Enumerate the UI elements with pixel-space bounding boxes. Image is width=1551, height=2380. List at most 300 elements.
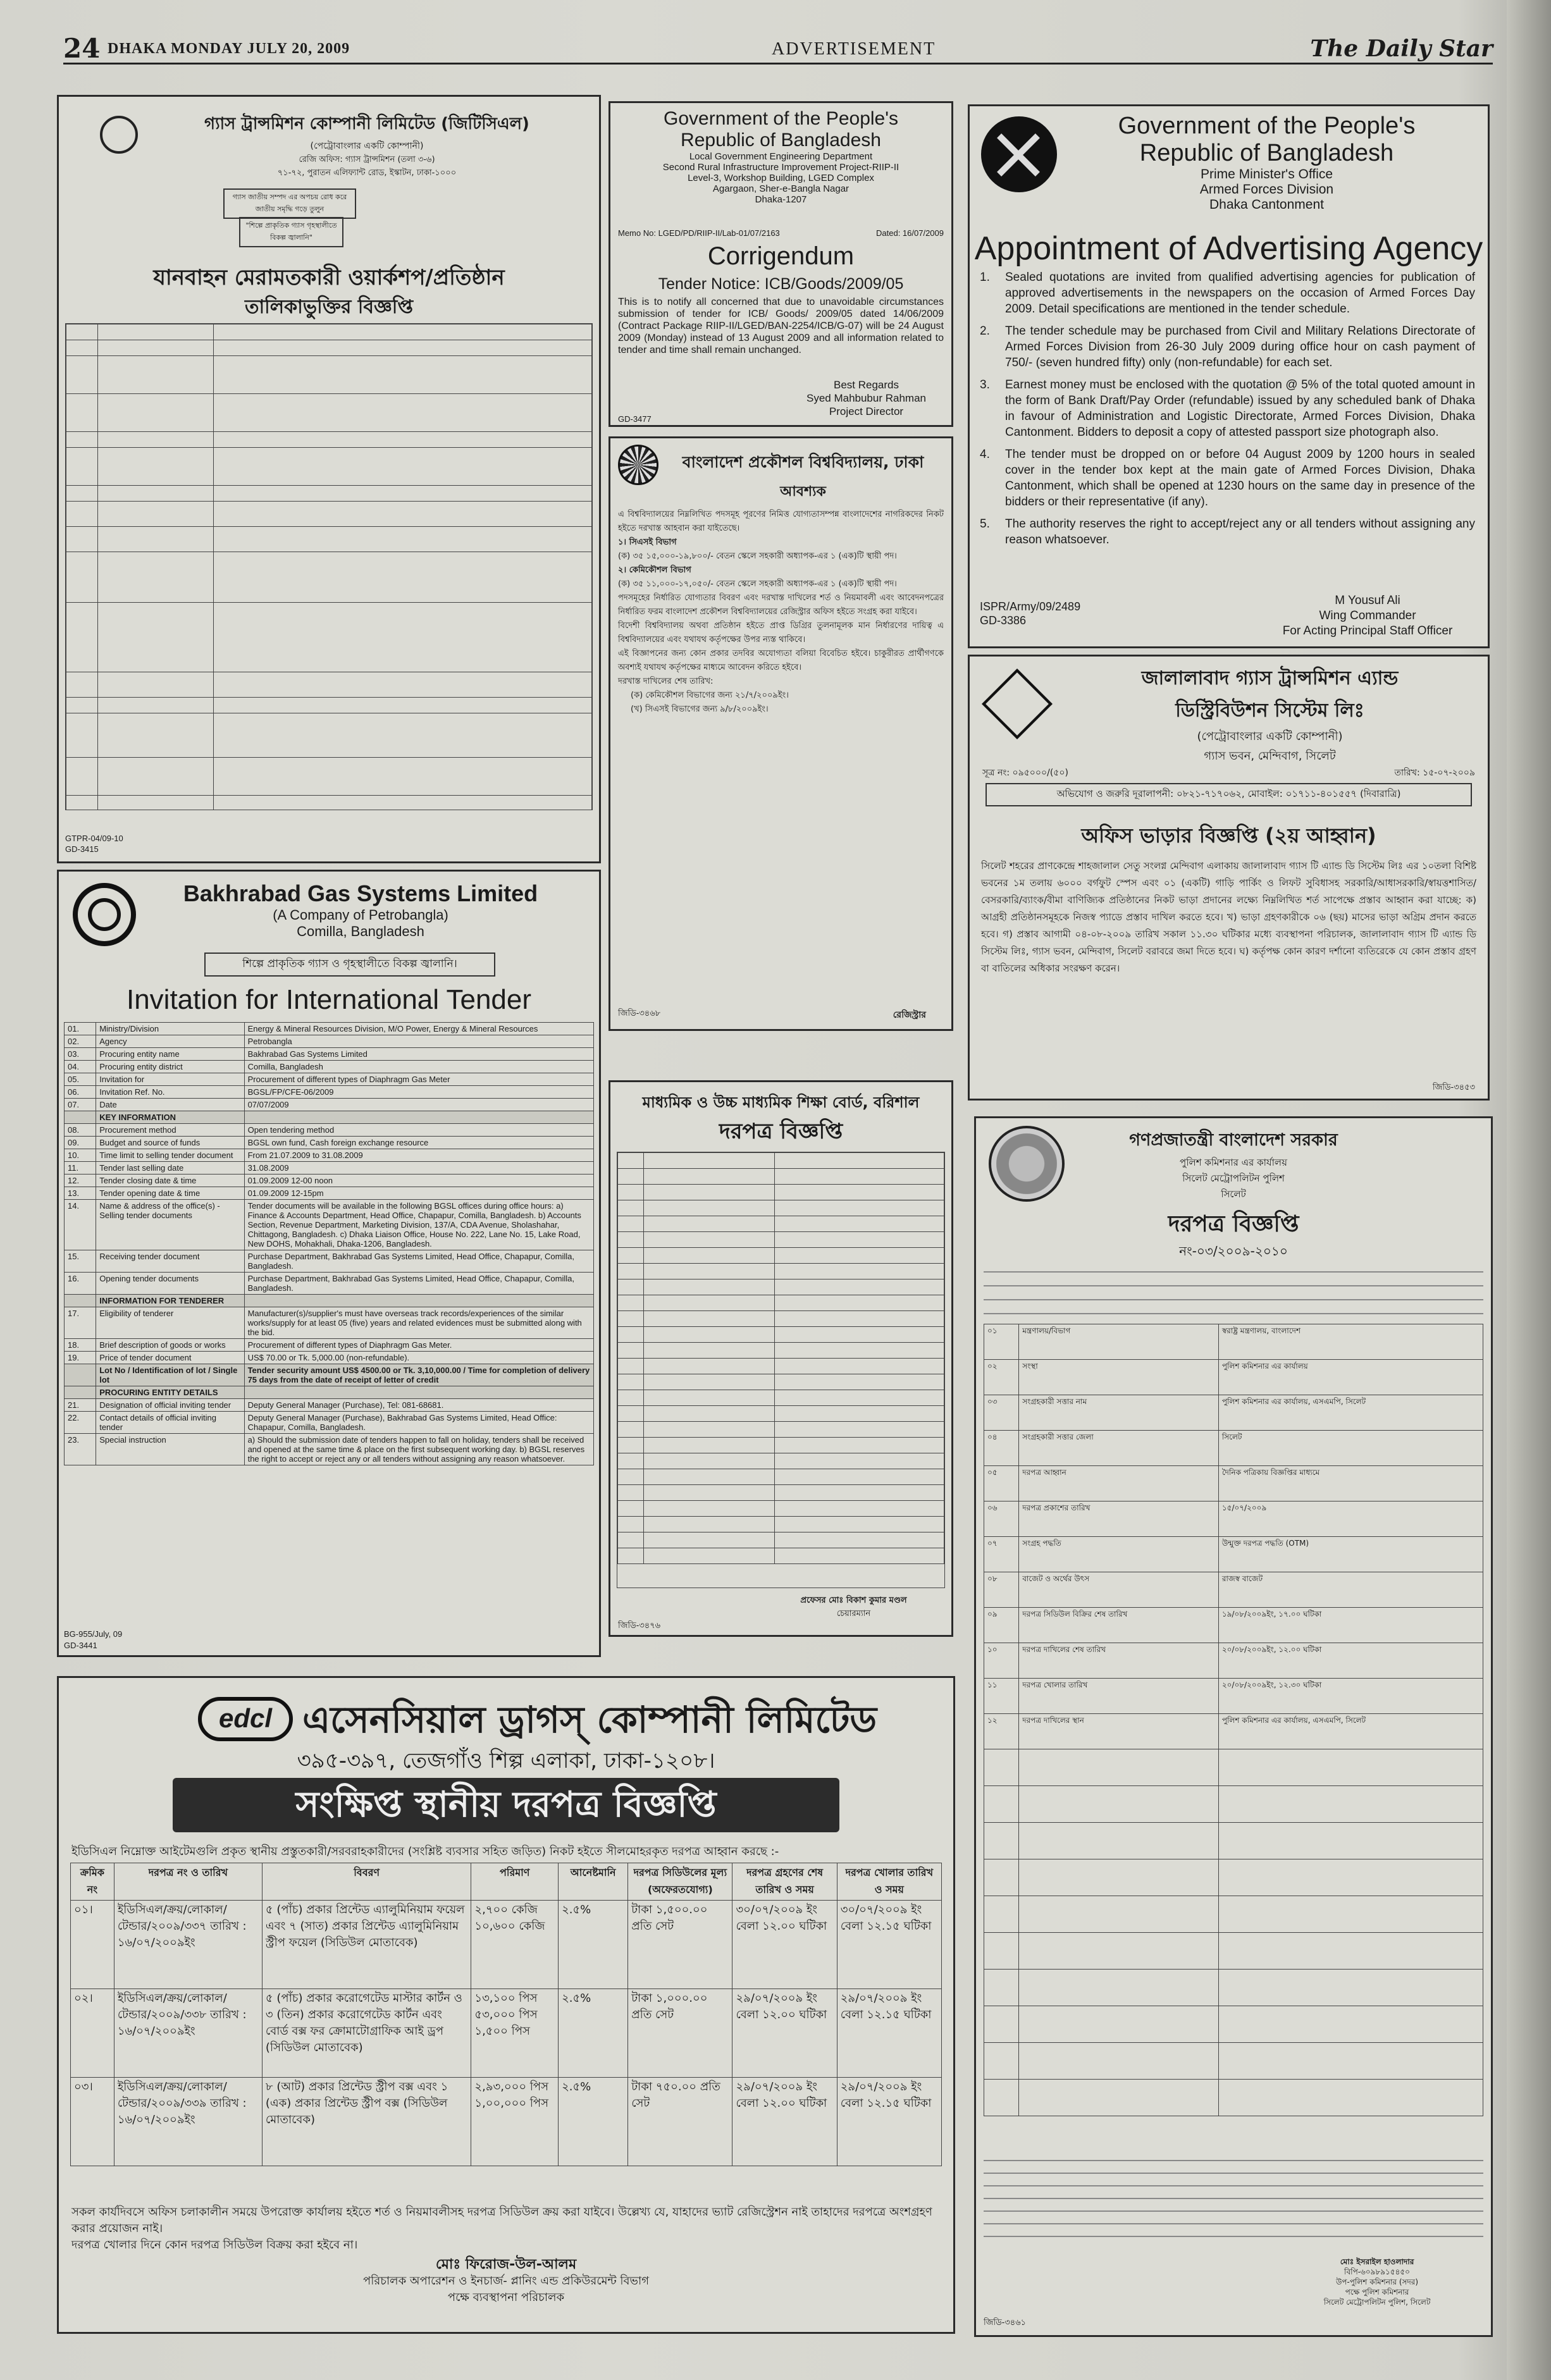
edcl-row: [71, 2078, 942, 2166]
barisal-cell: [618, 1295, 644, 1311]
tender-cell: Purchase Department, Bakhrabad Gas Systems Limited, Head Office, Chapapur, Comilla, Bangladesh.: [244, 1250, 593, 1273]
tender-row: [65, 1399, 594, 1412]
army-item: [980, 323, 1475, 371]
tender-cell: US$ 70.00 or Tk. 5,000.00 (non-refundable).: [244, 1352, 593, 1364]
tender-row: [65, 1137, 594, 1149]
tender-cell: Date: [96, 1099, 244, 1111]
barisal-cell: [774, 1374, 944, 1390]
barisal-row: [618, 1469, 944, 1485]
police-cell: ০৩: [984, 1395, 1019, 1431]
edcl-footer: সকল কার্যদিবসে অফিস চলাকালীন সময়ে উপরোক্ত কার্যালয় হইতে শর্ত ও নিয়মাবলীসহ দরপত্র সিডিউল ক্রয় করা যাইবে। উল্লেখ্য যে, যাহাদের ভ্যাট রেজিস্ট্রেশন নাই তাহাদের দরপত্রে অংশগ্রহণ করার প্রয়োজন নাই।: [71, 2205, 932, 2235]
corr-signer-title: Project Director: [829, 405, 904, 417]
police-cell: সংস্থা: [1019, 1360, 1219, 1395]
police-intro-lines: [984, 1262, 1483, 1318]
tender-cell: [65, 1111, 96, 1124]
tender-cell: Deputy General Manager (Purchase), Bakhrabad Gas Systems Limited, Head Office: Chapapur, Comilla, Bangladesh.: [244, 1412, 593, 1434]
police-cell: [984, 1896, 1019, 1933]
barisal-signer: প্রফেসর মোঃ বিকাশ কুমার মণ্ডল: [800, 1596, 907, 1605]
police-cell: ০৬: [984, 1501, 1019, 1537]
barisal-cell: [618, 1406, 644, 1422]
buet-signer: রেজিস্ট্রার: [893, 1010, 926, 1020]
police-cell: ২০/০৮/২০০৯ইং, ১২.০০ ঘটিকা: [1218, 1643, 1483, 1679]
police-cell: উন্মুক্ত দরপত্র পদ্ধতি (OTM): [1218, 1537, 1483, 1572]
edcl-signer: মোঃ ফিরোজ-উল-আলম: [435, 2257, 577, 2272]
barisal-cell: [644, 1548, 774, 1564]
tender-cell: a) Should the submission date of tenders happen to fall on holiday, tenders shall be received and opened at the same time & place on the first subsequent working day. b) BGSL reserves the right to accept or reject any or all tenders without assigning any reason whatsoever.: [244, 1434, 593, 1465]
tender-cell: BGSL/FP/CFE-06/2009: [244, 1086, 593, 1099]
barisal-cell: [644, 1422, 774, 1438]
barisal-cell: [774, 1216, 944, 1232]
bakhrabad-table-grid: [64, 1022, 594, 1465]
police-cell: [984, 2080, 1019, 2116]
jalalabad-title: জালালাবাদ গ্যাস ট্রান্সমিশন এ্যান্ড: [1141, 667, 1399, 689]
edcl-cell: ৫ (পাঁচ) প্রকার করোগেটেড মাস্টার কার্টন ও ৩ (তিন) প্রকার করোগেটেড কার্টন এবং বোর্ড বক্স ফর ক্রোমাটোগ্রাফিক আই ড্রপ (সিডিউল মোতাবেক): [262, 1989, 471, 2078]
edcl-header-cell: ক্রমিক নং: [71, 1863, 114, 1901]
tender-cell: PROCURING ENTITY DETAILS: [96, 1386, 244, 1399]
bakhrabad-table: [64, 1022, 594, 1617]
edcl-company: এসেনসিয়াল ড্রাগস্ কোম্পানী লিমিটেড: [302, 1698, 877, 1741]
police-table-grid: [984, 1324, 1483, 2116]
barisal-ad: [609, 1080, 953, 1637]
tender-cell: Invitation for: [96, 1073, 244, 1086]
tender-row: [65, 1175, 594, 1187]
tender-cell: Procurement of different types of Diaphragm Gas Meter.: [244, 1339, 593, 1352]
barisal-row: [618, 1359, 944, 1374]
police-row-blank: [984, 1749, 1483, 1786]
edcl-cell: ০৩।: [71, 2078, 114, 2166]
edcl-cell: ইডিসিএল/ক্রয়/লোকাল/টেন্ডার/২০০৯/৩৩৯ তারিখ : ১৬/০৭/২০০৯ইং: [114, 2078, 262, 2166]
police-cell: দরপত্র দাখিলের স্থান: [1019, 1714, 1219, 1749]
bakhrabad-slogan: শিল্পে প্রাকৃতিক গ্যাস ও গৃহস্থালীতে বিকল্প জ্বালানি।: [204, 953, 495, 977]
police-cell: সিলেট: [1218, 1431, 1483, 1466]
bakhrabad-sub: (A Company of Petrobangla): [273, 907, 448, 923]
tender-row: [65, 1086, 594, 1099]
police-cell: [1218, 1749, 1483, 1786]
police-signer-org: সিলেট মেট্রোপলিটন পুলিশ, সিলেট: [1323, 2298, 1431, 2307]
police-signer-title: উপ-পুলিশ কমিশনার (সদর): [1335, 2278, 1419, 2286]
edcl-header-cell: দরপত্র গ্রহণের শেষ তারিখ ও সময়: [732, 1863, 837, 1901]
tender-cell: Tender opening date & time: [96, 1187, 244, 1200]
bakhrabad-company: Bakhrabad Gas Systems Limited: [183, 880, 538, 906]
barisal-cell: [644, 1517, 774, 1532]
edcl-cell: ২,৭০০ কেজি ১০,৬০০ কেজি: [471, 1901, 559, 1989]
barisal-cell: [644, 1200, 774, 1216]
barisal-cell: [644, 1359, 774, 1374]
gtcl-code: GD-3415: [65, 844, 99, 854]
tender-cell: Eligibility of tenderer: [96, 1307, 244, 1339]
police-row-blank: [984, 1896, 1483, 1933]
barisal-cell: [618, 1343, 644, 1359]
tender-cell: 13.: [65, 1187, 96, 1200]
tender-row: [65, 1295, 594, 1307]
police-signer-for: পক্ষে পুলিশ কমিশনার: [1345, 2288, 1409, 2297]
tender-cell: Brief description of goods or works: [96, 1339, 244, 1352]
police-cell: সংগ্রহকারী সত্তার নাম: [1019, 1395, 1219, 1431]
army-item-text: The tender schedule may be purchased from Civil and Military Relations Directorate of Armed Forces Division from 26-30 July 2009 during office hour on cash payment of 750/- (seven hundred fifty) only (non-refundable) for each set.: [1005, 324, 1475, 369]
police-cell: [1019, 1786, 1219, 1823]
tender-cell: 18.: [65, 1339, 96, 1352]
tender-cell: 04.: [65, 1061, 96, 1073]
barisal-cell: [774, 1469, 944, 1485]
gtcl-slogan-box: [223, 188, 356, 219]
barisal-row: [618, 1295, 944, 1311]
police-cell: [984, 1933, 1019, 1970]
gtcl-slogan: গ্যাস জাতীয় সম্পদ এর অপচয় রোধ করে জাতীয় সমৃদ্ধি গড়ে তুলুন: [232, 193, 347, 213]
tender-cell: Time limit to selling tender document: [96, 1149, 244, 1162]
edcl-logo: edcl: [198, 1697, 293, 1741]
corr-date: Dated: 16/07/2009: [876, 228, 944, 238]
police-row-blank: [984, 2043, 1483, 2080]
buet-para: পদসমূহের নির্ধারিত যোগ্যতার বিবরণ এবং দরখাস্ত দাখিলের শর্ত ও নিয়মাবলী এবং আবেদনপত্রের নির্ধারিত ফরম বাংলাদেশ প্রকৌশল বিশ্ববিদ্যালয়ের রেজিস্ট্রার অফিস হইতে সংগ্রহ করা যাইবে।: [618, 593, 944, 617]
barisal-cell: [644, 1374, 774, 1390]
tender-cell: Invitation Ref. No.: [96, 1086, 244, 1099]
tender-row: [65, 1048, 594, 1061]
barisal-cell: [644, 1232, 774, 1248]
police-cell: ০২: [984, 1360, 1019, 1395]
police-code: জিডি-৩৪৬১: [984, 2318, 1027, 2328]
edcl-cell: ৩০/০৭/২০০৯ ইং বেলা ১২.০০ ঘটিকা: [732, 1901, 837, 1989]
police-cell: [1019, 1933, 1219, 1970]
police-cell: [1019, 1823, 1219, 1859]
army-item-text: The tender must be dropped on or before 04 August 2009 by 1200 hours in sealed cover in the tender box kept at the main gate of Armed Forces Division, Dhaka Cantonment, which shall be opened at 1230 hours on the same day in presence of the bidders or their representative (if any).: [1005, 448, 1475, 509]
barisal-row: [618, 1311, 944, 1327]
police-cell: [1019, 2043, 1219, 2080]
corr-dept: Second Rural Infrastructure Improvement Project-RIIP-II: [662, 162, 899, 173]
corr-title: Corrigendum: [707, 242, 855, 270]
buet-deadline-item: (ক) কেমিকৌশল বিভাগের জন্য ২১/৭/২০০৯ইং।: [631, 691, 789, 700]
buet-post: (ক) ৩৫ ১৫,০০০-১৯,৮০০/- বেতন স্কেলে সহকারী অধ্যাপক-এর ১ (এক)টি স্থায়ী পদ।: [618, 552, 897, 561]
tender-cell: [65, 1364, 96, 1386]
tender-cell: Manufacturer(s)/supplier's must have overseas track records/experiences of the similar works/supply for at least 05 (five) years and related evidences must be submitted along with the bid.: [244, 1307, 593, 1339]
barisal-cell: [644, 1469, 774, 1485]
edcl-cell: টাকা ১,৫০০.০০ প্রতি সেট: [628, 1901, 732, 1989]
barisal-cell: [644, 1279, 774, 1295]
edcl-signer-title: পরিচালক অপারেশন ও ইনচার্জ- প্লানিং এন্ড প্রকিউরমেন্ট বিভাগ: [362, 2274, 649, 2288]
tender-row: [65, 1386, 594, 1399]
corr-dept: Local Government Engineering Department: [689, 151, 873, 162]
police-row-blank: [984, 1933, 1483, 1970]
barisal-cell: [774, 1548, 944, 1564]
edcl-cell: ইডিসিএল/ক্রয়/লোকাল/টেন্ডার/২০০৯/৩৩৮ তারিখ : ১৬/০৭/২০০৯ইং: [114, 1989, 262, 2078]
police-cell: [1218, 2043, 1483, 2080]
buet-title: বাংলাদেশ প্রকৌশল বিশ্ববিদ্যালয়, ঢাকা: [682, 453, 924, 471]
corr-gov: Republic of Bangladesh: [681, 130, 881, 151]
barisal-cell: [618, 1169, 644, 1185]
brand-logo: The Daily Star: [1310, 35, 1493, 62]
tender-cell: 03.: [65, 1048, 96, 1061]
barisal-cell: [644, 1390, 774, 1406]
tender-cell: Energy & Mineral Resources Division, M/O Power, Energy & Mineral Resources: [244, 1023, 593, 1035]
corr-gov: Government of the People's: [664, 108, 898, 129]
barisal-cell: [644, 1485, 774, 1501]
tender-row: [65, 1352, 594, 1364]
police-cell: পুলিশ কমিশনার এর কার্যালয়, এসএমপি, সিলেট: [1218, 1714, 1483, 1749]
police-cell: ০৭: [984, 1537, 1019, 1572]
army-code: GD-3386: [980, 614, 1027, 627]
police-gov: গণপ্রজাতন্ত্রী বাংলাদেশ সরকার: [1129, 1130, 1338, 1150]
tender-row: [65, 1149, 594, 1162]
bakhrabad-logo-inner: [88, 898, 121, 931]
barisal-row: [618, 1422, 944, 1438]
edcl-cell: ইডিসিএল/ক্রয়/লোকাল/টেন্ডার/২০০৯/৩৩৭ তারিখ : ১৬/০৭/২০০৯ইং: [114, 1901, 262, 1989]
barisal-row: [618, 1216, 944, 1232]
army-item-text: The authority reserves the right to accept/reject any or all tenders without assigning any reason whatsoever.: [1005, 517, 1475, 546]
bakhrabad-code: BG-955/July, 09: [64, 1629, 123, 1639]
police-cell: বাজেট ও অর্থের উৎস: [1019, 1572, 1219, 1608]
tender-cell: Agency: [96, 1035, 244, 1048]
barisal-cell: [644, 1264, 774, 1279]
corr-memo: Memo No: LGED/PD/RIIP-II/Lab-01/07/2163: [618, 228, 780, 238]
edcl-cell: টাকা ৭৫০.০০ প্রতি সেট: [628, 2078, 732, 2166]
police-row: [984, 1643, 1483, 1679]
barisal-cell: [618, 1216, 644, 1232]
edcl-cell: ৩০/০৭/২০০৯ ইং বেলা ১২.১৫ ঘটিকা: [837, 1901, 941, 1989]
tender-cell: Procuring entity name: [96, 1048, 244, 1061]
tender-cell: 05.: [65, 1073, 96, 1086]
army-item-number: 4.: [980, 448, 990, 461]
barisal-cell: [774, 1185, 944, 1200]
gtcl-table-grid: [66, 324, 592, 810]
buet-deadline: দরখাস্ত দাখিলের শেষ তারিখ:: [618, 677, 714, 686]
tender-cell: Petrobangla: [244, 1035, 593, 1048]
police-ref: নং-০৩/২০০৯-২০১০: [1179, 1243, 1288, 1259]
barisal-table: [617, 1152, 945, 1588]
page-fold-shadow: [1507, 0, 1551, 2380]
barisal-cell: [774, 1169, 944, 1185]
barisal-table-grid: [617, 1152, 944, 1564]
barisal-row: [618, 1232, 944, 1248]
tender-row: [65, 1035, 594, 1048]
barisal-cell: [644, 1248, 774, 1264]
barisal-cell: [774, 1311, 944, 1327]
police-row: [984, 1572, 1483, 1608]
barisal-cell: [618, 1359, 644, 1374]
barisal-code: জিডি-৩৪৭৬: [618, 1621, 661, 1631]
buet-subtitle: আবশ্যক: [780, 484, 826, 500]
police-cell: [1218, 2006, 1483, 2043]
edcl-cell: ২৯/০৭/২০০৯ ইং বেলা ১২.০০ ঘটিকা: [732, 1989, 837, 2078]
barisal-cell: [774, 1359, 944, 1374]
tender-row: [65, 1073, 594, 1086]
tender-cell: From 21.07.2009 to 31.08.2009: [244, 1149, 593, 1162]
barisal-cell: [774, 1327, 944, 1343]
police-cell: দরপত্র খোলার তারিখ: [1019, 1679, 1219, 1714]
army-item-number: 1.: [980, 271, 990, 284]
edcl-row: [71, 1901, 942, 1989]
tender-cell: 31.08.2009: [244, 1162, 593, 1175]
army-item: [980, 377, 1475, 440]
tender-row: [65, 1307, 594, 1339]
jalalabad-title: ডিস্ট্রিবিউশন সিস্টেম লিঃ: [1175, 700, 1364, 722]
bakhrabad-headline: Invitation for International Tender: [126, 984, 532, 1015]
barisal-row: [618, 1548, 944, 1564]
tender-row: [65, 1434, 594, 1465]
barisal-row: [618, 1438, 944, 1453]
police-row-blank: [984, 1786, 1483, 1823]
army-gov: Republic of Bangladesh: [1139, 140, 1394, 166]
tender-cell: Tender documents will be available in the following BGSL offices during office hours: a) Finance & Accounts Department, Head Office, Chapapur, Comilla, Bangladesh. b) Accounts Section, Revenue Department, Marketing Division, 137/A, CDA Avenue, Sholashahar, Chittagong, Bangladesh. c) Dhaka Liaison Office, House No. 222, Lane No. 15, Lake Road, New DOHS, Mohakhali, Dhaka-1206, Bangladesh.: [244, 1200, 593, 1250]
date-line: DHAKA MONDAY JULY 20, 2009: [108, 40, 350, 57]
corrigendum-ad: [609, 101, 953, 427]
barisal-row: [618, 1248, 944, 1264]
barisal-cell: [644, 1532, 774, 1548]
police-row: [984, 1501, 1483, 1537]
barisal-row: [618, 1264, 944, 1279]
police-cell: দৈনিক পত্রিকায় বিজ্ঞপ্তির মাধ্যমে: [1218, 1466, 1483, 1501]
jalalabad-date: তারিখ: ১৫-০৭-২০০৯: [1394, 768, 1475, 778]
jalalabad-sub: (পেট্রোবাংলার একটি কোম্পানী): [1197, 730, 1343, 743]
police-row: [984, 1324, 1483, 1360]
edcl-cell: ২,৯৩,০০০ পিস ১,০০,০০০ পিস: [471, 2078, 559, 2166]
barisal-row: [618, 1169, 944, 1185]
police-sub: সিলেট: [1221, 1188, 1246, 1200]
barisal-row: [618, 1200, 944, 1216]
gtcl-headline: যানবাহন মেরামতকারী ওয়ার্কশপ/প্রতিষ্ঠান: [153, 265, 505, 290]
barisal-row: [618, 1406, 944, 1422]
police-row: [984, 1466, 1483, 1501]
army-item: [980, 516, 1475, 548]
tender-row: [65, 1273, 594, 1295]
police-cell: [1218, 1970, 1483, 2006]
tender-cell: Name & address of the office(s) -Selling tender documents: [96, 1200, 244, 1250]
army-crest: [981, 116, 1057, 192]
tender-cell: Comilla, Bangladesh: [244, 1061, 593, 1073]
tender-cell: 09.: [65, 1137, 96, 1149]
tender-cell: 02.: [65, 1035, 96, 1048]
edcl-header-cell: বিবরণ: [262, 1863, 471, 1901]
barisal-cell: [774, 1153, 944, 1169]
police-cell: সংগ্রহকারী সত্তার জেলা: [1019, 1431, 1219, 1466]
barisal-cell: [618, 1264, 644, 1279]
bakhrabad-sub: Comilla, Bangladesh: [297, 923, 424, 939]
barisal-signer-title: চেয়ারম্যান: [836, 1609, 871, 1619]
police-cell: ০৯: [984, 1608, 1019, 1643]
barisal-subtitle: দরপত্র বিজ্ঞপ্তি: [719, 1119, 843, 1144]
barisal-cell: [774, 1517, 944, 1532]
tender-row: [65, 1200, 594, 1250]
tender-cell: 06.: [65, 1086, 96, 1099]
barisal-cell: [618, 1453, 644, 1469]
tender-cell: [65, 1295, 96, 1307]
tender-cell: [244, 1111, 593, 1124]
barisal-cell: [644, 1311, 774, 1327]
army-item: [980, 447, 1475, 510]
tender-cell: Special instruction: [96, 1434, 244, 1465]
edcl-header-cell: দরপত্র সিডিউলের মূল্য (অফেরতযোগ্য): [628, 1863, 732, 1901]
police-cell: ০৪: [984, 1431, 1019, 1466]
tender-cell: Tender closing date & time: [96, 1175, 244, 1187]
police-cell: ০৮: [984, 1572, 1019, 1608]
masthead: [63, 33, 1493, 65]
edcl-address: ৩৯৫-৩৯৭, তেজগাঁও শিল্প এলাকা, ঢাকা-১২০৮।: [297, 1748, 715, 1773]
tender-cell: INFORMATION FOR TENDERER: [96, 1295, 244, 1307]
edcl-header-cell: দরপত্র নং ও তারিখ: [114, 1863, 262, 1901]
tender-cell: KEY INFORMATION: [96, 1111, 244, 1124]
edcl-cell: ০১।: [71, 1901, 114, 1989]
barisal-cell: [774, 1406, 944, 1422]
edcl-row: [71, 1989, 942, 2078]
buet-section: ১। সিএসই বিভাগ: [618, 538, 677, 547]
barisal-cell: [774, 1248, 944, 1264]
barisal-cell: [774, 1453, 944, 1469]
police-cell: ১২: [984, 1714, 1019, 1749]
buet-para: বিদেশী বিশ্ববিদ্যালয় অথবা প্রতিষ্ঠান হইতে প্রাপ্ত ডিগ্রির তুলনামূলক মান নির্ধারণের দায়িত্ব এ বিশ্ববিদ্যালয়ের এবং যথাযথ কর্তৃপক্ষের উপর ন্যস্ত থাকিবে।: [618, 621, 944, 644]
barisal-cell: [618, 1311, 644, 1327]
corr-body: This is to notify all concerned that due to unavoidable circumstances submission of tender for ICB/ Goods/ 2009/05 dated 14/06/2009 (Contract Package RIIP-II/LGED/BAN-2254/ICB/G-07) will be 24 August 2009 (Monday) instead of 13 August 2009 and all information related to tender and time shall remain unchanged.: [618, 297, 944, 355]
gtcl-table: [65, 323, 593, 810]
police-cell: ২০/০৮/২০০৯ইং, ১২.৩০ ঘটিকা: [1218, 1679, 1483, 1714]
police-cell: [984, 1859, 1019, 1896]
barisal-cell: [618, 1485, 644, 1501]
edcl-cell: ২৯/০৭/২০০৯ ইং বেলা ১২.১৫ ঘটিকা: [837, 2078, 941, 2166]
tender-row: [65, 1061, 594, 1073]
barisal-cell: [644, 1185, 774, 1200]
police-row: [984, 1431, 1483, 1466]
edcl-cell: ৮ (আট) প্রকার প্রিন্টেড স্ট্রীপ বক্স এবং ১ (এক) প্রকার প্রিন্টেড স্ট্রীপ বক্স (সিডিউল মোতাবেক): [262, 2078, 471, 2166]
army-signer-rank: Wing Commander: [1319, 609, 1416, 622]
barisal-cell: [618, 1279, 644, 1295]
police-cell: [1218, 1786, 1483, 1823]
corr-dept: Agargaon, Sher-e-Bangla Nagar: [712, 183, 850, 194]
barisal-cell: [644, 1438, 774, 1453]
jalalabad-body: সিলেট শহরের প্রাণকেন্দ্রে শাহজালাল সেতু সংলগ্ন মেন্দিবাগ এলাকায় জালালাবাদ গ্যাস টি এ্যান্ড ডি সিস্টেম লিঃ এর ১০তলা বিশিষ্ট ভবনের ১ম তলায় ৬০০০ বর্গফুট স্পেস এবং ০১ (একটি) গাড়ি পার্কিং ও লিফট সুবিধাসহ সরকারি/আধাসরকারি/স্বায়ত্তশাসিত/বেসরকারি/ব্যাংক/বীমা বাণিজ্যিক প্রতিষ্ঠানের নিকট ভাড়া প্রদানের লক্ষ্যে নিম্নলিখিত শর্ত সাপেক্ষে প্রস্তাব আহ্বান করা যাচ্ছে: ক) আগ্রহী প্রতিষ্ঠানসমূহকে নিজস্ব প্যাডে প্রস্তাব দাখিল করতে হবে। খ) ভাড়া গ্রহণকারীকে ০৬ (ছয়) মাসের ভাড়া অগ্রিম প্রদান করতে হবে। গ) প্রস্তাব আগামী ০৪-০৮-২০০৯ তারিখ সকাল ১১.৩০ ঘটিকার মধ্যে ব্যবস্থাপনা পরিচালক, জালালাবাদ গ্যাস টি এ্যান্ড ডি সিস্টেম লিঃ, গ্যাস ভবন, মেন্দিবাগ, সিলেট বরাবরে জমা দিতে হবে। ঘ) কর্তৃপক্ষ কোন কারণ দর্শানো ব্যতিরেকে যে কোন প্রস্তাব গ্রহণ বা বাতিলের অধিকার সংরক্ষণ করেন।: [981, 860, 1476, 974]
tender-cell: 19.: [65, 1352, 96, 1364]
bakhrabad-code: GD-3441: [64, 1641, 97, 1650]
jalalabad-contact: অভিযোগ ও জরুরি দূরালাপনী: ০৮২১-৭১৭০৬২, মোবাইল: ০১৭১১-৪০১৫৫৭ (দিবারাত্রি): [986, 783, 1472, 806]
barisal-cell: [618, 1469, 644, 1485]
police-cell: দরপত্র প্রকাশের তারিখ: [1019, 1501, 1219, 1537]
barisal-row: [618, 1390, 944, 1406]
buet-deadline-item: (খ) সিএসই বিভাগের জন্য ৯/৮/২০০৯ইং।: [631, 705, 769, 714]
tender-cell: 07/07/2009: [244, 1099, 593, 1111]
barisal-cell: [618, 1548, 644, 1564]
barisal-cell: [644, 1169, 774, 1185]
police-cell: [984, 2006, 1019, 2043]
police-sub: পুলিশ কমিশনার এর কার্যালয়: [1180, 1157, 1287, 1168]
tender-row: [65, 1412, 594, 1434]
barisal-row: [618, 1327, 944, 1343]
army-gov: Government of the People's: [1118, 113, 1416, 139]
police-row: [984, 1714, 1483, 1749]
tender-cell: Contact details of official inviting tender: [96, 1412, 244, 1434]
buet-ad: [609, 436, 953, 1031]
tender-cell: 10.: [65, 1149, 96, 1162]
police-row: [984, 1360, 1483, 1395]
barisal-cell: [774, 1532, 944, 1548]
police-cell: [984, 1970, 1019, 2006]
gtcl-title: গ্যাস ট্রান্সমিশন কোম্পানী লিমিটেড (জিটিসিএল): [204, 114, 529, 133]
police-row-blank: [984, 1823, 1483, 1859]
edcl-cell: ২.৫%: [559, 1901, 628, 1989]
corr-code: GD-3477: [618, 414, 652, 424]
gtcl-code: GTPR-04/09-10: [65, 834, 123, 843]
tender-cell: 23.: [65, 1434, 96, 1465]
edcl-footer: দরপত্র খোলার দিনে কোন দরপত্র সিডিউল বিক্রয় করা হইবে না।: [71, 2238, 358, 2252]
barisal-cell: [618, 1153, 644, 1169]
police-cell: [1218, 2080, 1483, 2116]
barisal-cell: [774, 1200, 944, 1216]
police-row: [984, 1537, 1483, 1572]
edcl-banner: সংক্ষিপ্ত স্থানীয় দরপত্র বিজ্ঞপ্তি: [173, 1778, 839, 1832]
jalalabad-memo: সূত্র নং: ০৯৫০০০/(৫০): [982, 768, 1068, 778]
army-signer-title: For Acting Principal Staff Officer: [1282, 624, 1453, 638]
tender-cell: Receiving tender document: [96, 1250, 244, 1273]
police-cell: [1019, 2080, 1219, 2116]
barisal-cell: [644, 1453, 774, 1469]
tender-cell: Procuring entity district: [96, 1061, 244, 1073]
police-cell: দরপত্র আহ্বান: [1019, 1466, 1219, 1501]
police-cell: [1019, 1970, 1219, 2006]
